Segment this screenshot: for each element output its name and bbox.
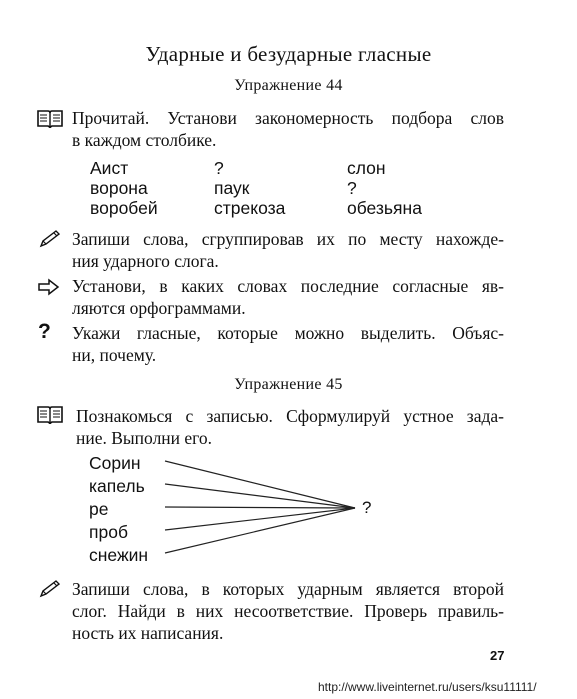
word: Аист — [90, 158, 129, 178]
word-column-2 — [214, 158, 285, 218]
pencil-icon — [36, 228, 64, 250]
word: ворона — [90, 178, 148, 198]
pencil-icon — [36, 578, 64, 600]
target-question-mark: ? — [362, 498, 372, 517]
word: ? — [214, 158, 224, 178]
page-title: Ударные и безударные гласные — [145, 42, 432, 66]
exercise-45-heading: Упражнение 45 — [234, 376, 343, 393]
exercise-45-task-read: Познакомься с записью. Сформулируй устное зада- ние. Выполни его. — [76, 406, 504, 448]
word: ре — [89, 499, 109, 519]
exercise-44-task-write: Запиши слова, сгруппировав их по месту нахожде- ния ударного слога. — [72, 229, 504, 271]
word: паук — [214, 178, 250, 198]
exercise-44-heading: Упражнение 44 — [234, 77, 343, 94]
word: капель — [89, 476, 145, 496]
exercise-44-task-read: Прочитай. Установи закономерность подбора слов в каждом столбике. — [72, 108, 504, 150]
arrow-right-icon — [36, 276, 64, 298]
exercise-44-task-vowels: Укажи гласные, которые можно выделить. Объяс- ни, почему. — [72, 323, 504, 365]
exercise-45-task-write: Запиши слова, в которых ударным является второй слог. Найди в них несоответствие. Проверь правиль- ность их написания. — [72, 579, 504, 643]
watermark-url: http://www.liveinternet.ru/users/ksu11111/ — [318, 680, 537, 694]
exercise-44-task-establish: Установи, в каких словах последние согласные яв- ляются орфограммами. — [72, 276, 504, 318]
word: воробей — [90, 198, 158, 218]
word: проб — [89, 522, 128, 542]
page-number: 27 — [490, 648, 505, 663]
word-column-3 — [347, 158, 422, 218]
word: обезьяна — [347, 198, 422, 218]
word: ? — [347, 178, 357, 198]
book-icon — [36, 404, 64, 426]
word-list — [89, 452, 148, 567]
word: стрекоза — [214, 198, 286, 218]
question-icon: ? — [38, 320, 51, 343]
book-icon — [36, 108, 64, 130]
word: снежин — [89, 545, 149, 565]
word: Сорин — [89, 453, 141, 473]
word: слон — [347, 158, 386, 178]
word-column-1 — [90, 158, 158, 218]
